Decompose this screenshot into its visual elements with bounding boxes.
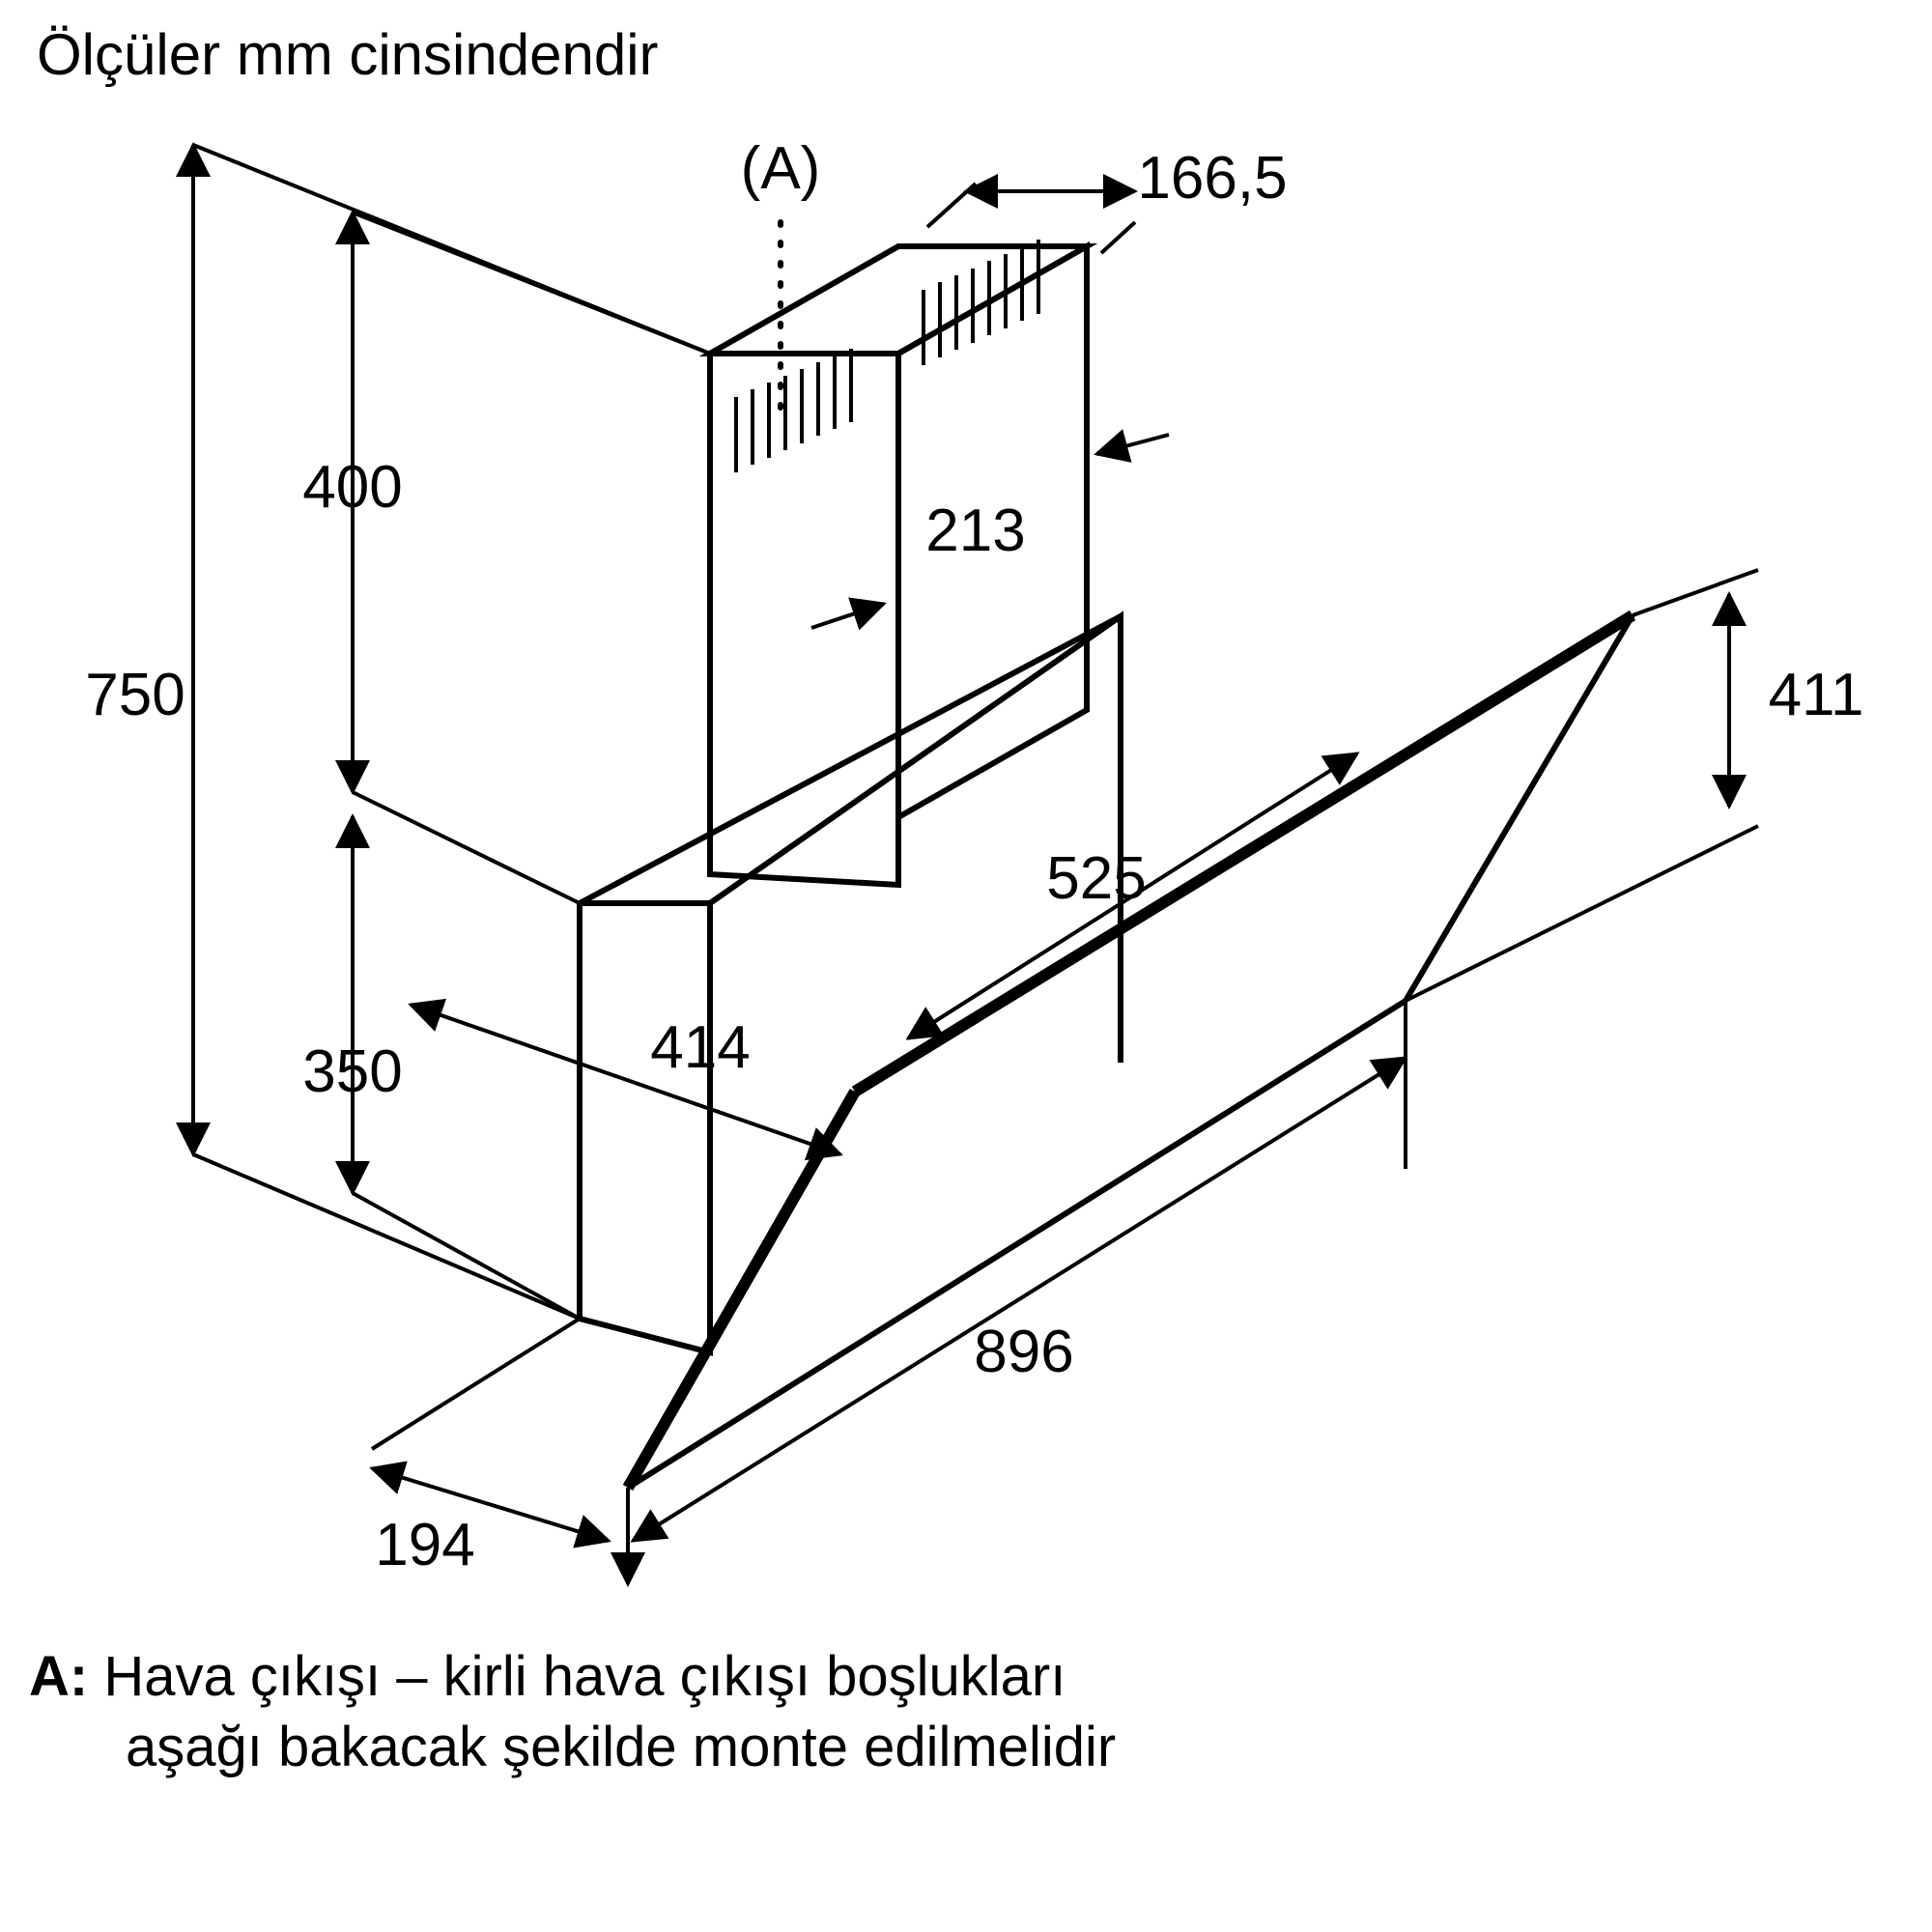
dimension-213 bbox=[811, 435, 1169, 628]
callout-label-a: (A) bbox=[740, 135, 821, 202]
dimension-label-350: 350 bbox=[302, 1038, 403, 1105]
chimney-outline bbox=[710, 246, 1087, 885]
dimension-525 bbox=[908, 753, 1357, 1038]
page-title: Ölçüler mm cinsindendir bbox=[37, 22, 659, 87]
dimension-label-896: 896 bbox=[974, 1319, 1074, 1385]
dimension-194 bbox=[372, 1319, 628, 1584]
footnote-line-2: aşağı bakacak şekilde monte edilmelidir bbox=[126, 1715, 1117, 1778]
dimension-414 bbox=[411, 1005, 840, 1154]
dimension-label-213: 213 bbox=[925, 497, 1026, 564]
dimension-label-411: 411 bbox=[1768, 662, 1864, 728]
dimension-label-750: 750 bbox=[85, 662, 185, 728]
dimension-750 bbox=[85, 145, 710, 1319]
footnote bbox=[29, 1642, 1864, 1782]
air-outlet-callout bbox=[741, 135, 821, 415]
dimension-label-414: 414 bbox=[650, 1014, 751, 1081]
dimension-label-194: 194 bbox=[375, 1512, 475, 1578]
dimension-411 bbox=[1406, 570, 1863, 1001]
dimension-350 bbox=[302, 816, 580, 1319]
chimney-vent-slots-left bbox=[736, 349, 851, 472]
glass-panel-outline bbox=[628, 615, 1633, 1488]
footnote-line-1: Hava çıkışı – kirli hava çıkışı boşlukları bbox=[88, 1645, 1066, 1708]
dimension-label-166-5: 166,5 bbox=[1137, 145, 1288, 212]
chimney-vent-slots-right bbox=[923, 240, 1038, 365]
dimension-166-5 bbox=[927, 145, 1288, 253]
dimension-label-400: 400 bbox=[302, 454, 403, 521]
dimension-400 bbox=[302, 213, 710, 903]
footnote-key: A: bbox=[29, 1645, 89, 1708]
dimension-label-525: 525 bbox=[1046, 845, 1147, 912]
